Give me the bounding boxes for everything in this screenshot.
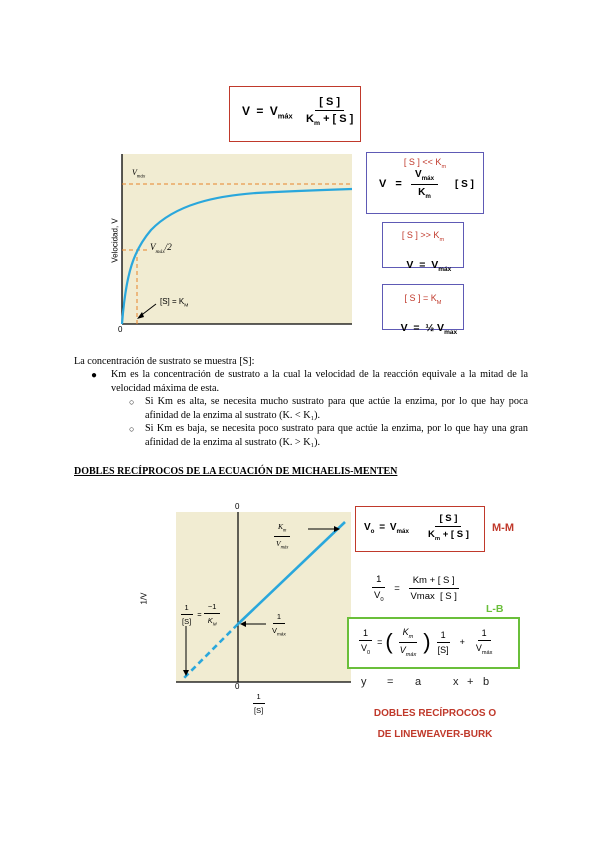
velocity-axis-label: Velocidad, V bbox=[110, 218, 120, 263]
vmax-sub: máx bbox=[277, 111, 293, 121]
high-substrate-box bbox=[382, 222, 464, 274]
lb-graph-svg bbox=[140, 508, 355, 723]
mm-denominator: $K_m$ + [ S ] bbox=[306, 113, 354, 128]
mm-fraction bbox=[302, 96, 357, 127]
high-km-text: Si Km es alta, se necesita mucho sustrato para que actúe la enzima, por lo que hay poca afinidad de la enzima al sustrato (K. < K₁). bbox=[145, 396, 528, 421]
half-vmax-label: $V_{máx}/2$ bbox=[150, 242, 172, 255]
lineweaver-burk-graph bbox=[140, 502, 355, 723]
saturation-graph-svg bbox=[106, 152, 356, 337]
caption-line-2: DE LINEWEAVER-BURK bbox=[377, 729, 493, 740]
mm2-fraction: $\frac{[ S ]}{K_m + [ S ]}$ bbox=[428, 513, 469, 542]
equal-substrate-equation: V = ½ $V_{max}$ bbox=[400, 322, 458, 337]
saturation-graph bbox=[106, 152, 356, 337]
v-symbol: V bbox=[379, 178, 387, 190]
slope-label: $K_m$ $V_{máx}$ bbox=[272, 522, 292, 550]
sub-bullet-marker: ○ bbox=[129, 424, 135, 434]
s-equals-km-label: $[S] = K_M$ bbox=[160, 297, 189, 309]
mm-tag: M-M bbox=[492, 522, 514, 534]
high-substrate-equation: $V = V_{máx}$ bbox=[406, 259, 452, 274]
yint-label: 1 $V_{máx}$ bbox=[272, 612, 286, 637]
high-substrate-condition: [ S ] >> $K_m$ bbox=[401, 230, 445, 243]
sub-bullet-marker: ○ bbox=[129, 397, 135, 407]
y-axis-label: 1/V bbox=[139, 592, 149, 605]
v-symbol: V bbox=[242, 104, 251, 118]
mm-equation-box bbox=[229, 86, 361, 142]
lb-tag: L-B bbox=[486, 603, 504, 615]
section-heading: DOBLES RECÍPROCOS DE LA ECUACIÓN DE MICHAELIS-MENTEN bbox=[74, 466, 398, 477]
bullet-marker: ● bbox=[91, 370, 98, 381]
plot-panel bbox=[122, 154, 352, 324]
equals: = bbox=[256, 104, 264, 118]
intro-text: La concentración de sustrato se muestra [S]: bbox=[74, 356, 255, 367]
plot-panel bbox=[176, 512, 351, 682]
low-substrate-box bbox=[366, 152, 484, 214]
equals: = bbox=[395, 178, 402, 190]
equal-substrate-condition: [ S ] = $K_M$ bbox=[404, 293, 442, 306]
lineweaver-burk-box: $\frac{1}{V_0}$ = ( $\frac{K_m}{V_{máx}}$ ) $\frac{1}{[S]}$ + $\frac{1}{V_{máx}}$ bbox=[347, 617, 520, 669]
x-axis-label: $\frac{1}{[S]}$ bbox=[254, 692, 264, 715]
mm-equation-box-2: $V_o = V_{máx}$ $\frac{[ S ]}{K_m + [ S ]}$ bbox=[355, 506, 485, 552]
km-definition: Km es la concentración de sustrato a la cual la velocidad de la reacción equivale a la mitad de la velocidad máxima de esta. bbox=[111, 369, 528, 394]
vmax-over-km: $V_{máx}$ $K_m$ bbox=[411, 169, 438, 200]
lb-derivation: $\frac{1}{V_0}$ = $\frac{Km + [ S ]}{Vmax [ S ]}$ bbox=[374, 574, 457, 603]
low-km-text: Si Km es baja, se necesita poco sustrato para que actúe la enzima, por lo que hay una gran afinidad de la enzima al sustrato (K. > K₁). bbox=[145, 423, 528, 448]
origin-bottom-label: 0 bbox=[235, 682, 240, 691]
vmax-label: $V_{máx}$ bbox=[132, 168, 146, 180]
origin-top-label: 0 bbox=[235, 502, 240, 511]
caption-line-1: DOBLES RECÍPROCOS O bbox=[373, 708, 497, 719]
vmax-symbol: V bbox=[269, 104, 278, 118]
low-substrate-condition: [ S ] << $K_m$ bbox=[403, 157, 447, 170]
origin-label: 0 bbox=[118, 325, 123, 334]
xint-label: $\frac{1}{[S]}$ = $\frac{-1}{K_M}$ bbox=[178, 602, 221, 627]
substrate-symbol: [ S ] bbox=[455, 179, 474, 190]
mm-numerator: [ S ] bbox=[315, 96, 344, 111]
equal-substrate-box bbox=[382, 284, 464, 337]
